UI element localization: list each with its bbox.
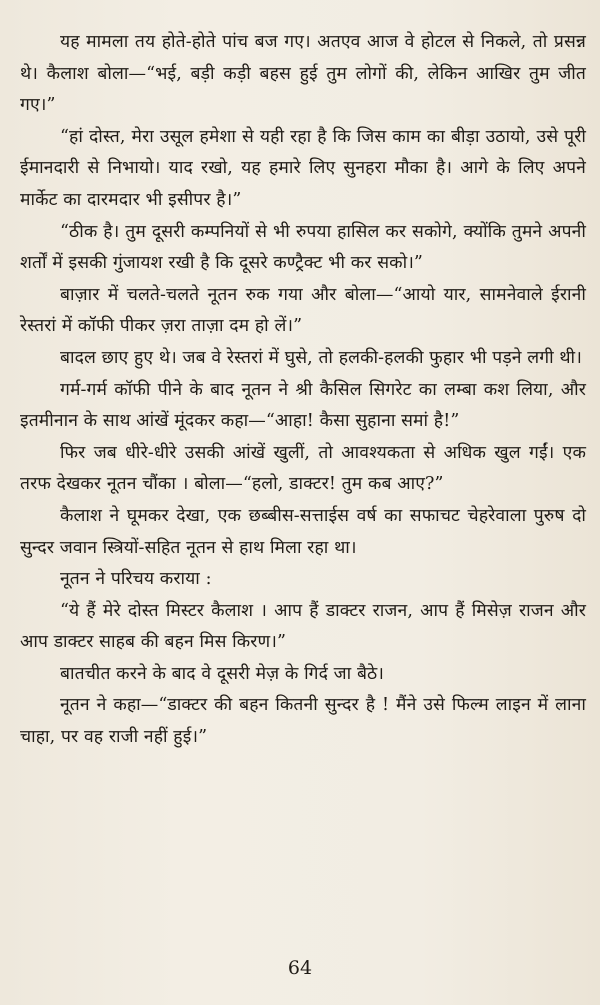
paragraph: बादल छाए हुए थे। जब वे रेस्तरां में घुसे, तो हलकी-हलकी फुहार भी पड़ने लगी थी।: [60, 347, 582, 368]
paragraph: “हां दोस्त, मेरा उसूल हमेशा से यही रहा है कि जिस काम का बीड़ा उठायो, उसे पूरी ईमानदारी से निभायो। याद रखो, यह हमारे लिए सुनहरा मौका है। आगे के लिए अपने मार्केट का दारमदार भी इसीपर है।”: [20, 126, 586, 210]
paragraph: बातचीत करने के बाद वे दूसरी मेज़ के गिर्द जा बैठे।: [60, 663, 385, 684]
paragraph: “ठीक है। तुम दूसरी कम्पनियों से भी रुपया हासिल कर सकोगे, क्योंकि तुमने अपनी शर्तों में इसकी गुंजायश रखी है कि दूसरे कण्ट्रैक्ट भी कर सको।”: [20, 221, 586, 274]
paragraph: कैलाश ने घूमकर देखा, एक छब्बीस-सत्ताईस वर्ष का सफाचट चेहरेवाला पुरुष दो सुन्दर जवान स्त्रियों-सहित नूतन से हाथ मिला रहा था।: [20, 505, 586, 558]
paragraph: गर्म-गर्म कॉफी पीने के बाद नूतन ने श्री कैसिल सिगरेट का लम्बा कश लिया, और इतमीनान के साथ आंखें मूंदकर कहा—“आहा! कैसा सुहाना समां है!”: [20, 379, 586, 432]
page-number: 64: [287, 957, 313, 979]
body-text: [20, 27, 586, 754]
paragraph: नूतन ने परिचय कराया :: [60, 569, 212, 590]
paragraph: “ये हैं मेरे दोस्त मिस्टर कैलाश । आप हैं डाक्टर राजन, आप हैं मिसेज़ राजन और आप डाक्टर साहब की बहन मिस किरण।”: [20, 600, 586, 653]
paragraph: नूतन ने कहा—“डाक्टर की बहन कितनी सुन्दर है ! मैंने उसे फिल्म लाइन में लाना चाहा, पर वह राजी नहीं हुई।”: [20, 695, 586, 748]
paragraph: बाज़ार में चलते-चलते नूतन रुक गया और बोला—“आयो यार, सामनेवाले ईरानी रेस्तरां में कॉफी पीकर ज़रा ताज़ा दम हो लें।”: [20, 284, 586, 337]
paragraph: फिर जब धीरे-धीरे उसकी आंखें खुलीं, तो आवश्यकता से अधिक खुल गईं। एक तरफ देखकर नूतन चौंका । बोला—“हलो, डाक्टर! तुम कब आए?”: [20, 442, 586, 495]
paragraph: यह मामला तय होते-होते पांच बज गए। अतएव आज वे होटल से निकले, तो प्रसन्न थे। कैलाश बोला—“भई, बड़ी कड़ी बहस हुई तुम लोगों की, लेकिन आखिर तुम जीत गए।”: [20, 32, 586, 116]
